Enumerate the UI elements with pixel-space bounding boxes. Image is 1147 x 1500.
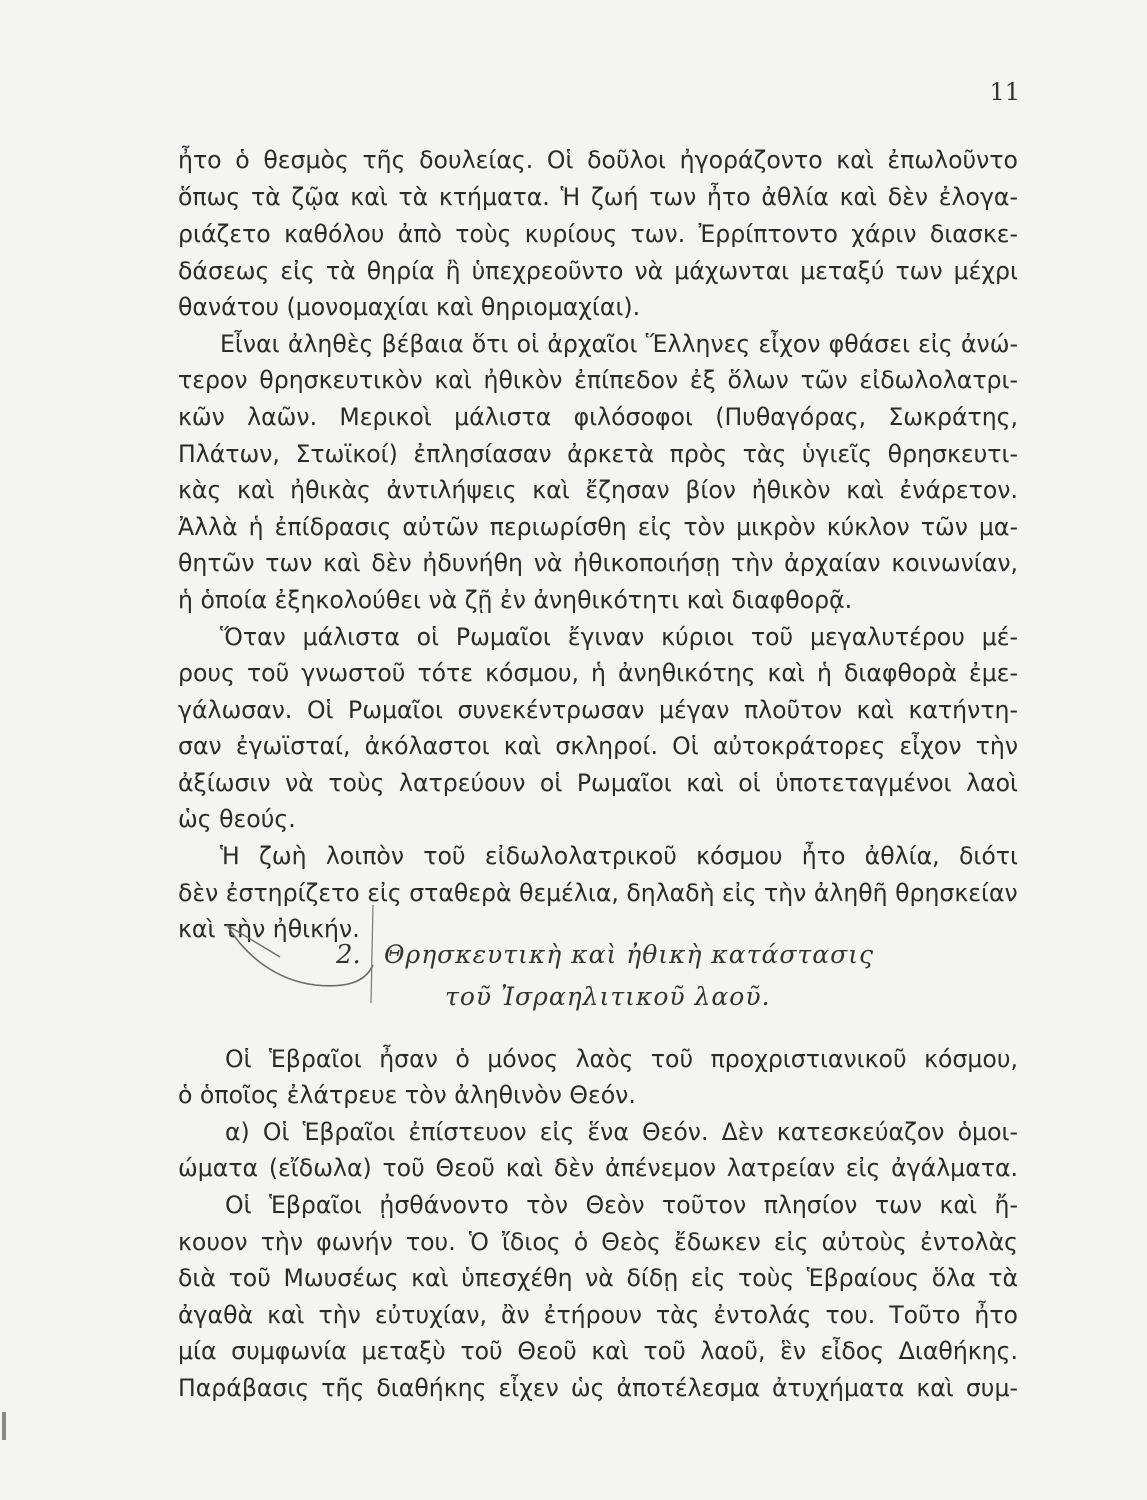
text-line: Πλάτων, Στωϊκοί) ἐπλησίασαν ἀρκετὰ πρὸς τὰς ὑγιεῖς θρησκευτι- [178, 440, 1018, 468]
page-number: 11 [989, 78, 1020, 106]
text-line: Εἶναι ἀληθὲς βέβαια ὅτι οἱ ἀρχαῖοι Ἕλληνες εἶχον φθάσει εἰς ἀνώ- [220, 330, 1018, 358]
text-line: κουον τὴν φωνήν του. Ὁ ἴδιος ὁ Θεὸς ἔδωκεν εἰς αὐτοὺς ἐντολὰς [178, 1228, 1018, 1256]
text-line: Ἡ ζωὴ λοιπὸν τοῦ εἰδωλολατρικοῦ κόσμου ἦτο ἀθλία, διότι [220, 842, 1018, 870]
handwritten-mark [225, 905, 385, 1015]
section-title: Θρησκευτικὴ καὶ ἠθικὴ κατάστασις [384, 940, 875, 969]
text-line: ὁ ὁποῖος ἐλάτρευε τὸν ἀληθινὸν Θεόν. [178, 1081, 636, 1109]
section-number: 2. [336, 940, 361, 970]
text-line: ἡ ὁποία ἐξηκολούθει νὰ ζῇ ἐν ἀνηθικότητι καὶ διαφθορᾷ. [178, 586, 853, 614]
text-line: Ὅταν μάλιστα οἱ Ρωμαῖοι ἔγιναν κύριοι τοῦ μεγαλυτέρου μέ- [220, 623, 1018, 651]
text-line: Οἱ Ἑβραῖοι ᾐσθάνοντο τὸν Θεὸν τοῦτον πλησίον των καὶ ἤ- [225, 1191, 1018, 1219]
text-line: γάλωσαν. Οἱ Ρωμαῖοι συνεκέντρωσαν μέγαν πλοῦτον καὶ κατήντη- [178, 696, 1018, 724]
text-line: ρους τοῦ γνωστοῦ τότε κόσμου, ἡ ἀνηθικότης καὶ ἡ διαφθορὰ ἐμε- [178, 659, 1018, 687]
text-line: ἀξίωσιν νὰ τοὺς λατρεύουν οἱ Ρωμαῖοι καὶ οἱ ὑποτεταγμένοι λαοὶ [178, 769, 1018, 797]
text-line: ὡς θεούς. [178, 805, 296, 833]
text-line: θητῶν των καὶ δὲν ἠδυνήθη νὰ ἠθικοποιήσῃ τὴν ἀρχαίαν κοινωνίαν, [178, 549, 1018, 577]
text-line: σαν ἐγωϊσταί, ἀκόλαστοι καὶ σκληροί. Οἱ αὐτοκράτορες εἶχον τὴν [178, 732, 1018, 760]
text-line: Οἱ Ἑβραῖοι ἦσαν ὁ μόνος λαὸς τοῦ προχριστιανικοῦ κόσμου, [225, 1045, 1018, 1073]
text-line: ὅπως τὰ ζῷα καὶ τὰ κτήματα. Ἡ ζωή των ἦτο ἀθλία καὶ δὲν ἐλογα- [178, 183, 1018, 211]
text-line: διὰ τοῦ Μωυσέως καὶ ὑπεσχέθη νὰ δίδῃ εἰς τοὺς Ἑβραίους ὅλα τὰ [178, 1264, 1018, 1292]
text-line: α) Οἱ Ἑβραῖοι ἐπίστευον εἰς ἕνα Θεόν. Δὲν κατεσκεύαζον ὁμοι- [225, 1118, 1018, 1146]
text-line: κὰς καὶ ἠθικὰς ἀντιλήψεις καὶ ἔζησαν βίον ἠθικὸν καὶ ἐνάρετον. [178, 476, 1018, 504]
text-line: δὲν ἐστηρίζετο εἰς σταθερὰ θεμέλια, δηλαδὴ εἰς τὴν ἀληθῆ θρησκείαν [178, 879, 1018, 907]
text-line: καὶ τὴν ἠθικήν. [178, 915, 360, 943]
text-line: ἦτο ὁ θεσμὸς τῆς δουλείας. Οἱ δοῦλοι ἠγοράζοντο καὶ ἐπωλοῦντο [178, 146, 1018, 174]
text-line: Ἀλλὰ ἡ ἐπίδρασις αὐτῶν περιωρίσθη εἰς τὸν μικρὸν κύκλον τῶν μα- [178, 513, 1018, 541]
text-line: ριάζετο καθόλου ἀπὸ τοὺς κυρίους των. Ἐρρίπτοντο χάριν διασκε- [178, 220, 1018, 248]
text-line: ἀγαθὰ καὶ τὴν εὐτυχίαν, ἂν ἐτήρουν τὰς ἐντολάς του. Τοῦτο ἦτο [178, 1301, 1018, 1329]
text-line: θανάτου (μονομαχίαι καὶ θηριομαχίαι). [178, 293, 641, 321]
text-line: ώματα (εἴδωλα) τοῦ Θεοῦ καὶ δὲν ἀπένεμον λατρείαν εἰς ἀγάλματα. [178, 1154, 1018, 1182]
section-subtitle: τοῦ Ἰσραηλιτικοῦ λαοῦ. [445, 982, 771, 1011]
text-line: μία συμφωνία μεταξὺ τοῦ Θεοῦ καὶ τοῦ λαοῦ, ἓν εἶδος Διαθήκης. [178, 1337, 1018, 1365]
text-line: δάσεως εἰς τὰ θηρία ἢ ὑπεχρεοῦντο νὰ μάχωνται μεταξύ των μέχρι [178, 257, 1018, 285]
text-line: τερον θρησκευτικὸν καὶ ἠθικὸν ἐπίπεδον ἐξ ὅλων τῶν εἰδωλολατρι- [178, 366, 1018, 394]
text-line: κῶν λαῶν. Μερικοὶ μάλιστα φιλόσοφοι (Πυθαγόρας, Σωκράτης, [178, 403, 1018, 431]
scan-edge-mark [2, 1412, 6, 1440]
text-line: Παράβασις τῆς διαθήκης εἶχεν ὡς ἀποτέλεσμα ἀτυχήματα καὶ συμ- [178, 1374, 1018, 1402]
